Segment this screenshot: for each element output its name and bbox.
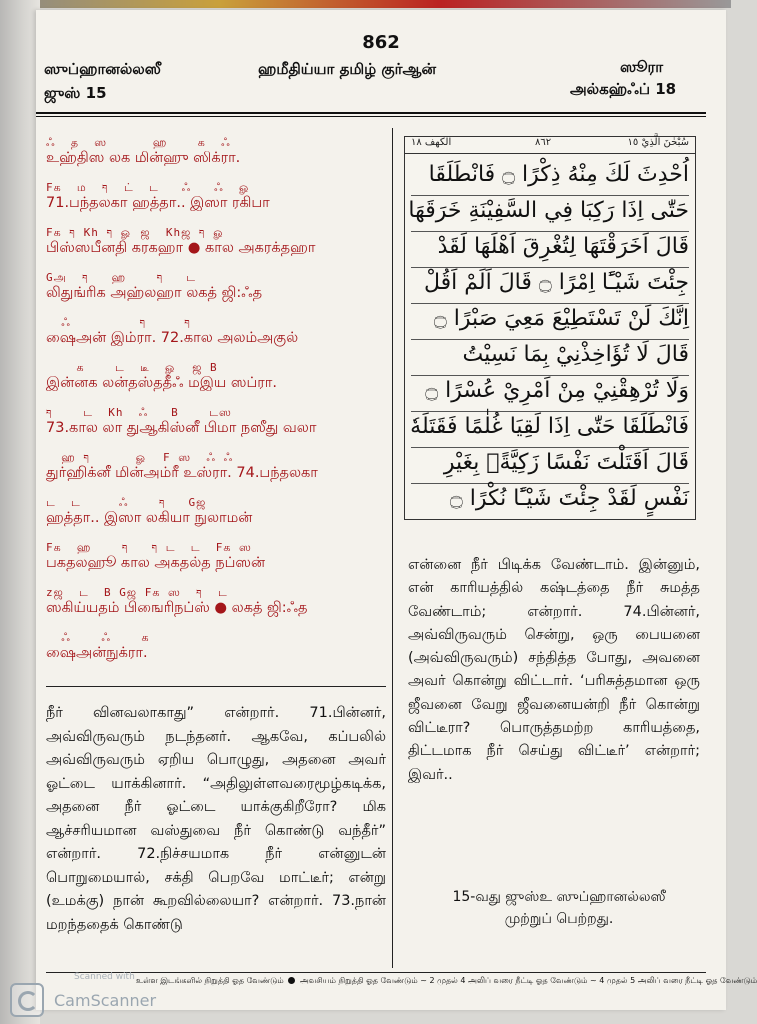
camscanner-logo-icon: [10, 983, 44, 1017]
page-number: 862: [362, 32, 400, 53]
translit-line: ட ட ஃ ףּ Gஜ ஹத்தா.. இஸா லகியா நுலாமன்: [46, 496, 253, 526]
transliteration-block: [46, 136, 386, 676]
header-sura-name: அல்கஹ்ஃப் 18: [570, 80, 677, 98]
top-edge-strip: [0, 0, 731, 8]
arabic-line: وَلَا تُرْهِقْنِيْ مِنْ اَمْرِيْ عُسْرًا ۝: [411, 371, 689, 412]
arabic-text-box: [404, 136, 696, 520]
translit-line: Gஅ ףּ ஹ ףּ ட லிதுங்ரிக அஹ்லஹா லகத் ஜி:ஃத: [46, 271, 263, 301]
header-rule: [36, 112, 706, 114]
translit-line: ஹ ףּ ௐ F ஸ ஃ ஃ துர்ஹிக்னீ மின்அம்ரீ உஸ்ரா. 74.பந்தலகா: [46, 451, 318, 481]
stop-bullet-icon: [288, 977, 295, 984]
header-sura-label: ஸூரா: [620, 58, 664, 76]
header-book-title: ஹமீதிய்யா தமிழ் குர்ஆன்: [258, 60, 436, 78]
translit-line: ஃ ஃ க ஷைஅன்நுக்ரா.: [46, 631, 150, 661]
arabic-line: اِنَّكَ لَنْ تَسْتَطِيْعَ مَعِيَ صَبْرًا ۝: [411, 299, 689, 340]
translit-line: ஃ த ஸ ஹ க ஃ உஹ்திஸ லக மின்ஹு ஸிக்ரா.: [46, 136, 241, 166]
translit-line: ஃ ףּ ףּ ஷைஅன் இம்ரா. 72.கால அலம்அகுல்: [46, 316, 299, 346]
arabic-line: جِئْتَ شَيْـًٔا اِمْرًا ۝ قَالَ اَلَمْ اَقُلْ: [411, 263, 689, 304]
arabic-box-header: سُبْحٰنَ الَّذِيْ ١٥ ٨٦٢ الكهف ١٨: [405, 137, 695, 154]
translit-line: Fக ஹ ףּ ףּ ட ட Fக ஸ பகதலஹூ கால அகதல்த நப்ஸன்: [46, 541, 266, 571]
translit-line: க ட டீ ௐ ஜ B இன்னக லன்தஸ்ததீஃ மஇய ஸப்ரா.: [46, 361, 277, 391]
arabic-line: قَالَ اَقَتَلْتَ نَفْسًا زَكِيَّةًۢ بِغَيْرِ: [411, 443, 689, 484]
translit-line: Fக ம ףּ ட் ட ஃ ஃ ௐ 71.பந்தலகா ஹத்தா.. இஸா ரகிபா: [46, 181, 270, 211]
binding-shadow: [0, 0, 40, 1024]
arabic-line: نَفْسٍ لَقَدْ جِئْتَ شَيْـًٔا نُكْرًا ۝: [449, 486, 689, 511]
camscanner-watermark: CamScanner: [0, 976, 210, 1024]
footer-rule: [46, 972, 706, 973]
arabic-line: قَالَ لَا تُؤَاخِذْنِيْ بِمَا نَسِيْتُ: [411, 335, 689, 376]
header-juz-number: ஜுஸ் 15: [44, 84, 107, 102]
translit-line: zஜ ட B Gஜ Fக ஸ ףּ ட ஸகிய்யதம் பிஙைரிநப்ஸ் ● லகத் ஜி:ஃத: [46, 586, 308, 616]
arabic-line: اُحْدِثَ لَكَ مِنْهُ ذِكْرًا ۝ فَانْطَلَقَا: [411, 155, 689, 196]
arabic-line: قَالَ اَخَرَقْتَهَا لِتُغْرِقَ اَهْلَهَا لَقَدْ: [411, 227, 689, 268]
tamil-translation-right: என்னை நீர் பிடிக்க வேண்டாம். இன்னும், என் காரியத்தில் கஷ்டத்தை நீர் சுமத்த வேண்டாம்; என்றார். 74.பின்னர், அவ்விருவரும் சென்று, ஒரு பையனை (அவ்விருவரும்) சந்தித்த போது, அவனை அவர் கொன்று விட்டார். ‘பரிசுத்தமான ஒரு ஜீவனை வேறு ஜீவனையன்றி நீர் கொன்று விட்டீரா? பொருத்தமற்ற காரியத்தை, திட்டமாக நீர் செய்து விட்டீர்’ என்றார்; இவர்..: [408, 557, 700, 783]
scanned-with-label: Scanned with: [74, 972, 135, 982]
translit-line: ףּ ட Kh ஃ B டஸ 73.கால லா துஆகிஸ்னீ பிமா நஸீது வலா: [46, 406, 317, 436]
header-rule-thin: [36, 116, 706, 117]
header-juz-name: ஸுப்ஹானல்லஸீ: [44, 60, 161, 78]
arabic-line: حَتّٰى اِذَا رَكِبَا فِي السَّفِيْنَةِ خَرَقَهَا: [411, 191, 689, 232]
book-page: [36, 10, 757, 1010]
arabic-line: فَانْطَلَقَا حَتّٰى اِذَا لَقِيَا غُلٰمًا فَقَتَلَهٗ: [411, 407, 689, 448]
section-rule: [46, 686, 386, 687]
translit-line: Fக ףּ Kh ףּ ௐ ஜ Khஜ ףּ ௐ பிஸ்ஸபீனதி கரகஹா ● கால அகரக்தஹா: [46, 226, 316, 256]
recitation-legend: உள்ள இடங்களில் நிறுத்தி ஓத வேண்டும் அவசியம் நிறுத்தி ஓத வேண்டும் ~ 2 முதல் 4 அலிப் வரை நீட்டி ஓத வேண்டும் ~ 4 முதல் 5 அலிப் வரை நீட்டி ஓத வேண்டும்: [136, 976, 757, 985]
juz-completion-note: 15-வது ஜுஸ்உ ஸுப்ஹானல்லஸீ முற்றுப் பெற்றது.: [452, 889, 666, 927]
column-divider: [392, 128, 393, 968]
tamil-translation-left: நீர் வினவலாகாது” என்றார். 71.பின்னர், அவ்விருவரும் நடந்தனர். ஆகவே, கப்பலில் அவ்விருவரும் ஏறிய பொழுது, அதனை அவர் ஓட்டை யாக்கினார். “அதிலுள்ளவரைமூழ்கடிக்க, அதனை நீர் ஓட்டை யாக்குகிறீரோ? மிக ஆச்சரியமான வஸ்துவை நீர் கொண்டு வந்தீர்” என்றார். 72.நிச்சயமாக நீர் என்னுடன் பொறுமையால், சக்தி பெறவே மாட்டீர்; என்று (உமக்கு) நான் கூறவில்லையா? என்றார். 73.நான் மறந்ததைக் கொண்டு: [46, 705, 386, 933]
